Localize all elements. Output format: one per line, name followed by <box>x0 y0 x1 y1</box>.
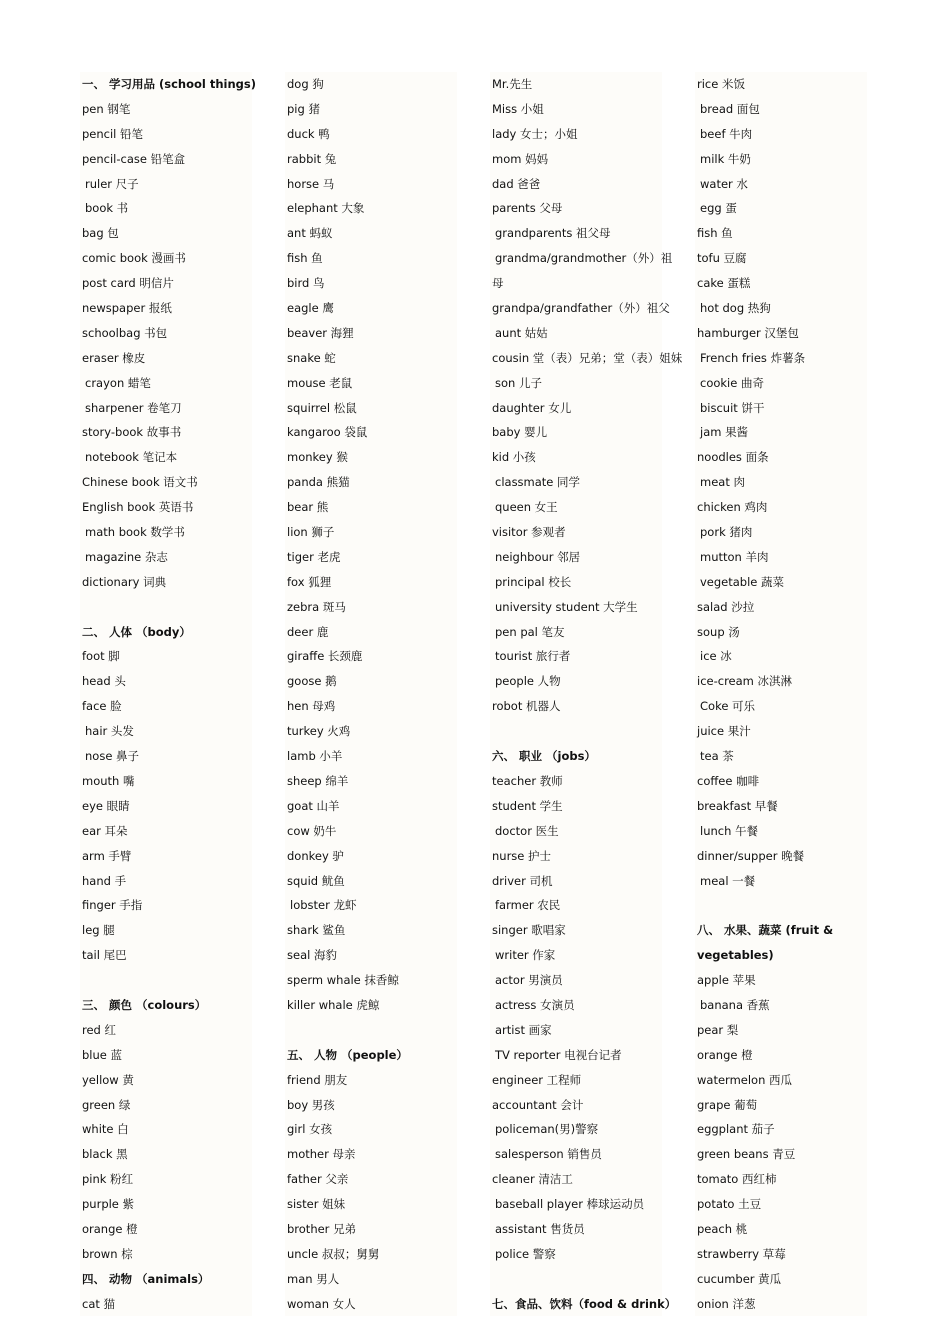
vocab-entry: onion 洋葱 <box>697 1296 756 1311</box>
vocab-entry: lobster 龙虾 <box>290 898 357 913</box>
vocab-entry: lunch 午餐 <box>700 823 759 838</box>
vocab-entry: grape 葡萄 <box>697 1097 758 1112</box>
vocab-entry: kid 小孩 <box>492 450 536 465</box>
vocab-entry: grandpa/grandfather（外）祖父 <box>492 301 670 316</box>
vocab-entry: eagle 鹰 <box>287 301 334 316</box>
vocab-entry: cow 奶牛 <box>287 823 337 838</box>
vocab-entry: eye 眼睛 <box>82 798 130 813</box>
vocab-entry: ice 冰 <box>700 649 732 664</box>
vocab-entry: university student 大学生 <box>495 599 638 614</box>
vocab-entry: pork 猪肉 <box>700 525 753 540</box>
vocab-entry: mom 妈妈 <box>492 151 549 166</box>
vocab-entry: apple 苹果 <box>697 973 756 988</box>
vocab-entry: queen 女王 <box>495 500 558 515</box>
section-heading: 三、 颜色 （colours） <box>82 997 207 1012</box>
vocab-entry: panda 熊猫 <box>287 475 350 490</box>
vocab-entry: artist 画家 <box>495 1022 552 1037</box>
vocab-entry: hand 手 <box>82 873 127 888</box>
vocab-entry: head 头 <box>82 674 126 689</box>
vocab-entry: French fries 炸薯条 <box>700 350 806 365</box>
vocab-entry: hen 母鸡 <box>287 699 336 714</box>
section-heading: 八、 水果、蔬菜 (fruit & <box>697 923 834 938</box>
vocab-entry: dinner/supper 晚餐 <box>697 848 805 863</box>
vocab-entry: killer whale 虎鲸 <box>287 997 380 1012</box>
vocab-entry: notebook 笔记本 <box>85 450 178 465</box>
vocab-entry: fox 狐狸 <box>287 574 332 589</box>
vocab-entry: sperm whale 抹香鲸 <box>287 973 399 988</box>
vocab-entry: watermelon 西瓜 <box>697 1072 793 1087</box>
vocab-entry: milk 牛奶 <box>700 151 751 166</box>
vocab-entry: goat 山羊 <box>287 798 340 813</box>
vocab-entry: coffee 咖啡 <box>697 773 760 788</box>
vocab-entry: magazine 杂志 <box>85 549 168 564</box>
vocab-entry: writer 作家 <box>495 948 556 963</box>
vocab-entry: orange 橙 <box>82 1221 138 1236</box>
vocab-entry: noodles 面条 <box>697 450 769 465</box>
vocab-entry: black 黑 <box>82 1147 128 1162</box>
column-3 <box>490 72 683 1316</box>
vocab-entry: deer 鹿 <box>287 624 329 639</box>
vocab-entry: tofu 豆腐 <box>697 251 747 266</box>
vocab-entry: dad 爸爸 <box>492 176 541 191</box>
vocab-entry: principal 校长 <box>495 574 572 589</box>
vocab-entry: brother 兄弟 <box>287 1221 357 1236</box>
vocab-entry: shark 鲨鱼 <box>287 923 346 938</box>
vocab-entry: story-book 故事书 <box>82 425 182 440</box>
vocab-entry: actress 女演员 <box>495 997 575 1012</box>
vocab-entry: ice-cream 冰淇淋 <box>697 674 793 689</box>
vocab-entry: peach 桃 <box>697 1221 748 1236</box>
blank-line <box>695 893 867 918</box>
vocab-entry: comic book 漫画书 <box>82 251 186 266</box>
vocab-entry: boy 男孩 <box>287 1097 335 1112</box>
vocab-entry: sheep 绵羊 <box>287 773 349 788</box>
vocab-entry: seal 海豹 <box>287 948 337 963</box>
vocab-entry: purple 紫 <box>82 1197 135 1212</box>
vocab-entry: fish 鱼 <box>287 251 323 266</box>
vocab-entry: TV reporter 电视台记者 <box>495 1047 622 1062</box>
vocab-entry: jam 果酱 <box>700 425 749 440</box>
vocab-entry: pencil-case 铅笔盒 <box>82 151 186 166</box>
vocab-entry: beaver 海狸 <box>287 325 354 340</box>
vocab-entry: grandparents 祖父母 <box>495 226 611 241</box>
vocab-entry: girl 女孩 <box>287 1122 333 1137</box>
vocab-entry: doctor 医生 <box>495 823 559 838</box>
vocab-entry: dog 狗 <box>287 77 324 91</box>
vocab-entry: Coke 可乐 <box>700 699 756 714</box>
vocab-entry: uncle 叔叔；舅舅 <box>287 1246 380 1261</box>
vocab-entry: sharpener 卷笔刀 <box>85 400 182 415</box>
vocab-entry: bag 包 <box>82 226 119 241</box>
vocab-entry: pen pal 笔友 <box>495 624 565 639</box>
vocab-entry: police 警察 <box>495 1246 556 1261</box>
vocab-entry: math book 数学书 <box>85 525 185 540</box>
vocab-entry: tiger 老虎 <box>287 549 341 564</box>
vocab-entry: robot 机器人 <box>492 699 561 714</box>
vocab-entry: baseball player 棒球运动员 <box>495 1197 645 1212</box>
vocab-entry: driver 司机 <box>492 873 553 888</box>
vocab-entry: neighbour 邻居 <box>495 549 581 564</box>
vocab-entry: rabbit 兔 <box>287 151 337 166</box>
vocab-entry: tea 茶 <box>700 749 734 764</box>
vocab-entry: leg 腿 <box>82 923 115 938</box>
vocab-entry: giraffe 长颈鹿 <box>287 649 363 664</box>
vocab-entry: parents 父母 <box>492 201 563 216</box>
vocab-entry: eggplant 茄子 <box>697 1122 775 1137</box>
vocab-entry: friend 朋友 <box>287 1072 348 1087</box>
vocab-entry: dictionary 词典 <box>82 574 167 589</box>
vocab-entry: son 儿子 <box>495 375 542 390</box>
vocab-entry: pear 梨 <box>697 1022 739 1037</box>
vocab-entry: rice 米饭 <box>697 77 745 91</box>
vocab-entry: nurse 护士 <box>492 848 552 863</box>
vocab-entry: meat 肉 <box>700 475 745 490</box>
vocab-entry: assistant 售货员 <box>495 1221 585 1236</box>
vocab-entry: monkey 猴 <box>287 450 348 465</box>
vocab-entry: lady 女士；小姐 <box>492 126 578 141</box>
vocab-entry: Mr.先生 <box>492 77 533 91</box>
column-2 <box>285 72 457 1316</box>
vocab-entry: accountant 会计 <box>492 1097 584 1112</box>
vocab-entry: goose 鹅 <box>287 674 337 689</box>
vocab-entry: 母 <box>492 276 504 291</box>
vocab-entry: elephant 大象 <box>287 201 365 216</box>
vocab-entry: red 红 <box>82 1022 117 1037</box>
vocab-entry: hamburger 汉堡包 <box>697 325 799 340</box>
vocab-entry: sister 姐妹 <box>287 1197 346 1212</box>
vocab-entry: finger 手指 <box>82 898 143 913</box>
vocab-entry: baby 婴儿 <box>492 425 548 440</box>
vocab-entry: pink 粉红 <box>82 1172 134 1187</box>
vocab-entry: meal 一餐 <box>700 873 756 888</box>
blank-line <box>80 595 252 620</box>
vocab-entry: hot dog 热狗 <box>700 301 771 316</box>
vocab-entry: man 男人 <box>287 1271 340 1286</box>
vocab-entry: student 学生 <box>492 798 563 813</box>
vocab-entry: chicken 鸡肉 <box>697 500 768 515</box>
vocab-entry: farmer 农民 <box>495 898 561 913</box>
vocab-entry: mouth 嘴 <box>82 773 135 788</box>
vocab-entry: green beans 青豆 <box>697 1147 796 1162</box>
section-heading: 五、 人物 （people） <box>287 1047 408 1062</box>
vocab-entry: ant 蚂蚁 <box>287 226 333 241</box>
vocab-entry: tourist 旅行者 <box>495 649 571 664</box>
vocab-entry: tail 尾巴 <box>82 948 127 963</box>
vocab-entry: banana 香蕉 <box>700 997 770 1012</box>
vocab-entry: cousin 堂（表）兄弟；堂（表）姐妹 <box>492 350 683 365</box>
vocab-entry: cleaner 清洁工 <box>492 1172 573 1187</box>
vocab-entry: actor 男演员 <box>495 973 563 988</box>
vocab-entry: bird 鸟 <box>287 276 325 291</box>
vocab-entry: nose 鼻子 <box>85 749 140 764</box>
vocab-entry: cake 蛋糕 <box>697 276 751 291</box>
vocab-entry: woman 女人 <box>287 1296 356 1311</box>
vocab-entry: Miss 小姐 <box>492 101 544 116</box>
vocab-entry: bread 面包 <box>700 101 760 116</box>
vocab-entry: eraser 橡皮 <box>82 350 146 365</box>
vocab-entry: people 人物 <box>495 674 561 689</box>
vocab-entry: foot 脚 <box>82 649 120 664</box>
vocab-entry: crayon 蜡笔 <box>85 375 151 390</box>
vocab-entry: classmate 同学 <box>495 475 581 490</box>
vocab-entry: face 脸 <box>82 699 122 714</box>
vocab-entry: daughter 女儿 <box>492 400 572 415</box>
vocab-entry: soup 汤 <box>697 624 740 639</box>
vocab-entry: salad 沙拉 <box>697 599 755 614</box>
blank-line <box>490 719 662 744</box>
section-heading: vegetables) <box>697 948 774 963</box>
vocab-entry: pen 钢笔 <box>82 101 131 116</box>
vocab-entry: kangaroo 袋鼠 <box>287 425 368 440</box>
section-heading: 四、 动物 （animals） <box>82 1271 210 1286</box>
vocab-entry: biscuit 饼干 <box>700 400 765 415</box>
vocab-entry: green 绿 <box>82 1097 131 1112</box>
vocab-entry: strawberry 草莓 <box>697 1246 786 1261</box>
vocab-entry: tomato 西红柿 <box>697 1172 777 1187</box>
vocab-entry: pencil 铅笔 <box>82 126 144 141</box>
vocab-entry: English book 英语书 <box>82 500 194 515</box>
vocab-entry: ruler 尺子 <box>85 176 139 191</box>
blank-line <box>490 1267 662 1292</box>
vocab-entry: horse 马 <box>287 176 335 191</box>
vocab-entry: lion 狮子 <box>287 525 335 540</box>
section-heading: 七、食品、饮料（food & drink） <box>492 1296 677 1311</box>
vocab-entry: singer 歌唱家 <box>492 923 566 938</box>
section-heading: 六、 职业 （jobs） <box>492 749 596 764</box>
vocab-entry: breakfast 早餐 <box>697 798 778 813</box>
vocab-entry: turkey 火鸡 <box>287 724 351 739</box>
vocab-entry: cookie 曲奇 <box>700 375 764 390</box>
vocab-entry: egg 蛋 <box>700 201 737 216</box>
vocab-entry: salesperson 销售员 <box>495 1147 602 1162</box>
vocab-entry: book 书 <box>85 201 129 216</box>
vocab-entry: aunt 姑姑 <box>495 325 548 340</box>
vocab-entry: Chinese book 语文书 <box>82 475 198 490</box>
vocab-entry: white 白 <box>82 1122 129 1137</box>
vocab-entry: squirrel 松鼠 <box>287 400 357 415</box>
section-heading: 二、 人体 （body） <box>82 624 191 639</box>
vocab-entry: teacher 教师 <box>492 773 563 788</box>
vocab-entry: mouse 老鼠 <box>287 375 353 390</box>
vocab-entry: donkey 驴 <box>287 848 344 863</box>
vocab-entry: visitor 参观者 <box>492 525 566 540</box>
vocab-entry: bear 熊 <box>287 500 329 515</box>
vocab-entry: zebra 斑马 <box>287 599 346 614</box>
vocab-entry: mutton 羊肉 <box>700 549 769 564</box>
blank-line <box>285 1018 457 1043</box>
blank-line <box>80 968 252 993</box>
vocab-entry: post card 明信片 <box>82 276 174 291</box>
column-4 <box>695 72 867 1316</box>
vocab-entry: water 水 <box>700 176 748 191</box>
vocab-entry: cat 猫 <box>82 1296 116 1311</box>
vocab-entry: ear 耳朵 <box>82 823 128 838</box>
vocab-entry: grandma/grandmother（外）祖 <box>495 251 673 266</box>
vocab-entry: mother 母亲 <box>287 1147 356 1162</box>
vocab-entry: newspaper 报纸 <box>82 301 172 316</box>
vocab-entry: schoolbag 书包 <box>82 325 168 340</box>
section-heading: 一、 学习用品 (school things) <box>82 77 257 91</box>
vocab-entry: blue 蓝 <box>82 1047 123 1062</box>
vocab-entry: squid 鱿鱼 <box>287 873 345 888</box>
vocab-entry: beef 牛肉 <box>700 126 753 141</box>
vocab-entry: engineer 工程师 <box>492 1072 582 1087</box>
vocab-entry: orange 橙 <box>697 1047 753 1062</box>
column-1 <box>80 72 257 1316</box>
vocab-entry: father 父亲 <box>287 1172 349 1187</box>
vocab-entry: juice 果汁 <box>697 724 751 739</box>
vocab-entry: potato 土豆 <box>697 1197 762 1212</box>
vocab-entry: arm 手臂 <box>82 848 132 863</box>
vocab-entry: fish 鱼 <box>697 226 733 241</box>
vocab-entry: cucumber 黄瓜 <box>697 1271 782 1286</box>
vocab-entry: vegetable 蔬菜 <box>700 574 785 589</box>
vocab-entry: yellow 黄 <box>82 1072 134 1087</box>
vocab-entry: snake 蛇 <box>287 350 336 365</box>
vocab-entry: duck 鸭 <box>287 126 330 141</box>
vocab-entry: brown 棕 <box>82 1246 133 1261</box>
vocab-entry: pig 猪 <box>287 101 320 116</box>
vocab-entry: hair 头发 <box>85 724 134 739</box>
vocab-entry: lamb 小羊 <box>287 749 343 764</box>
vocab-entry: policeman(男)警察 <box>495 1122 599 1137</box>
